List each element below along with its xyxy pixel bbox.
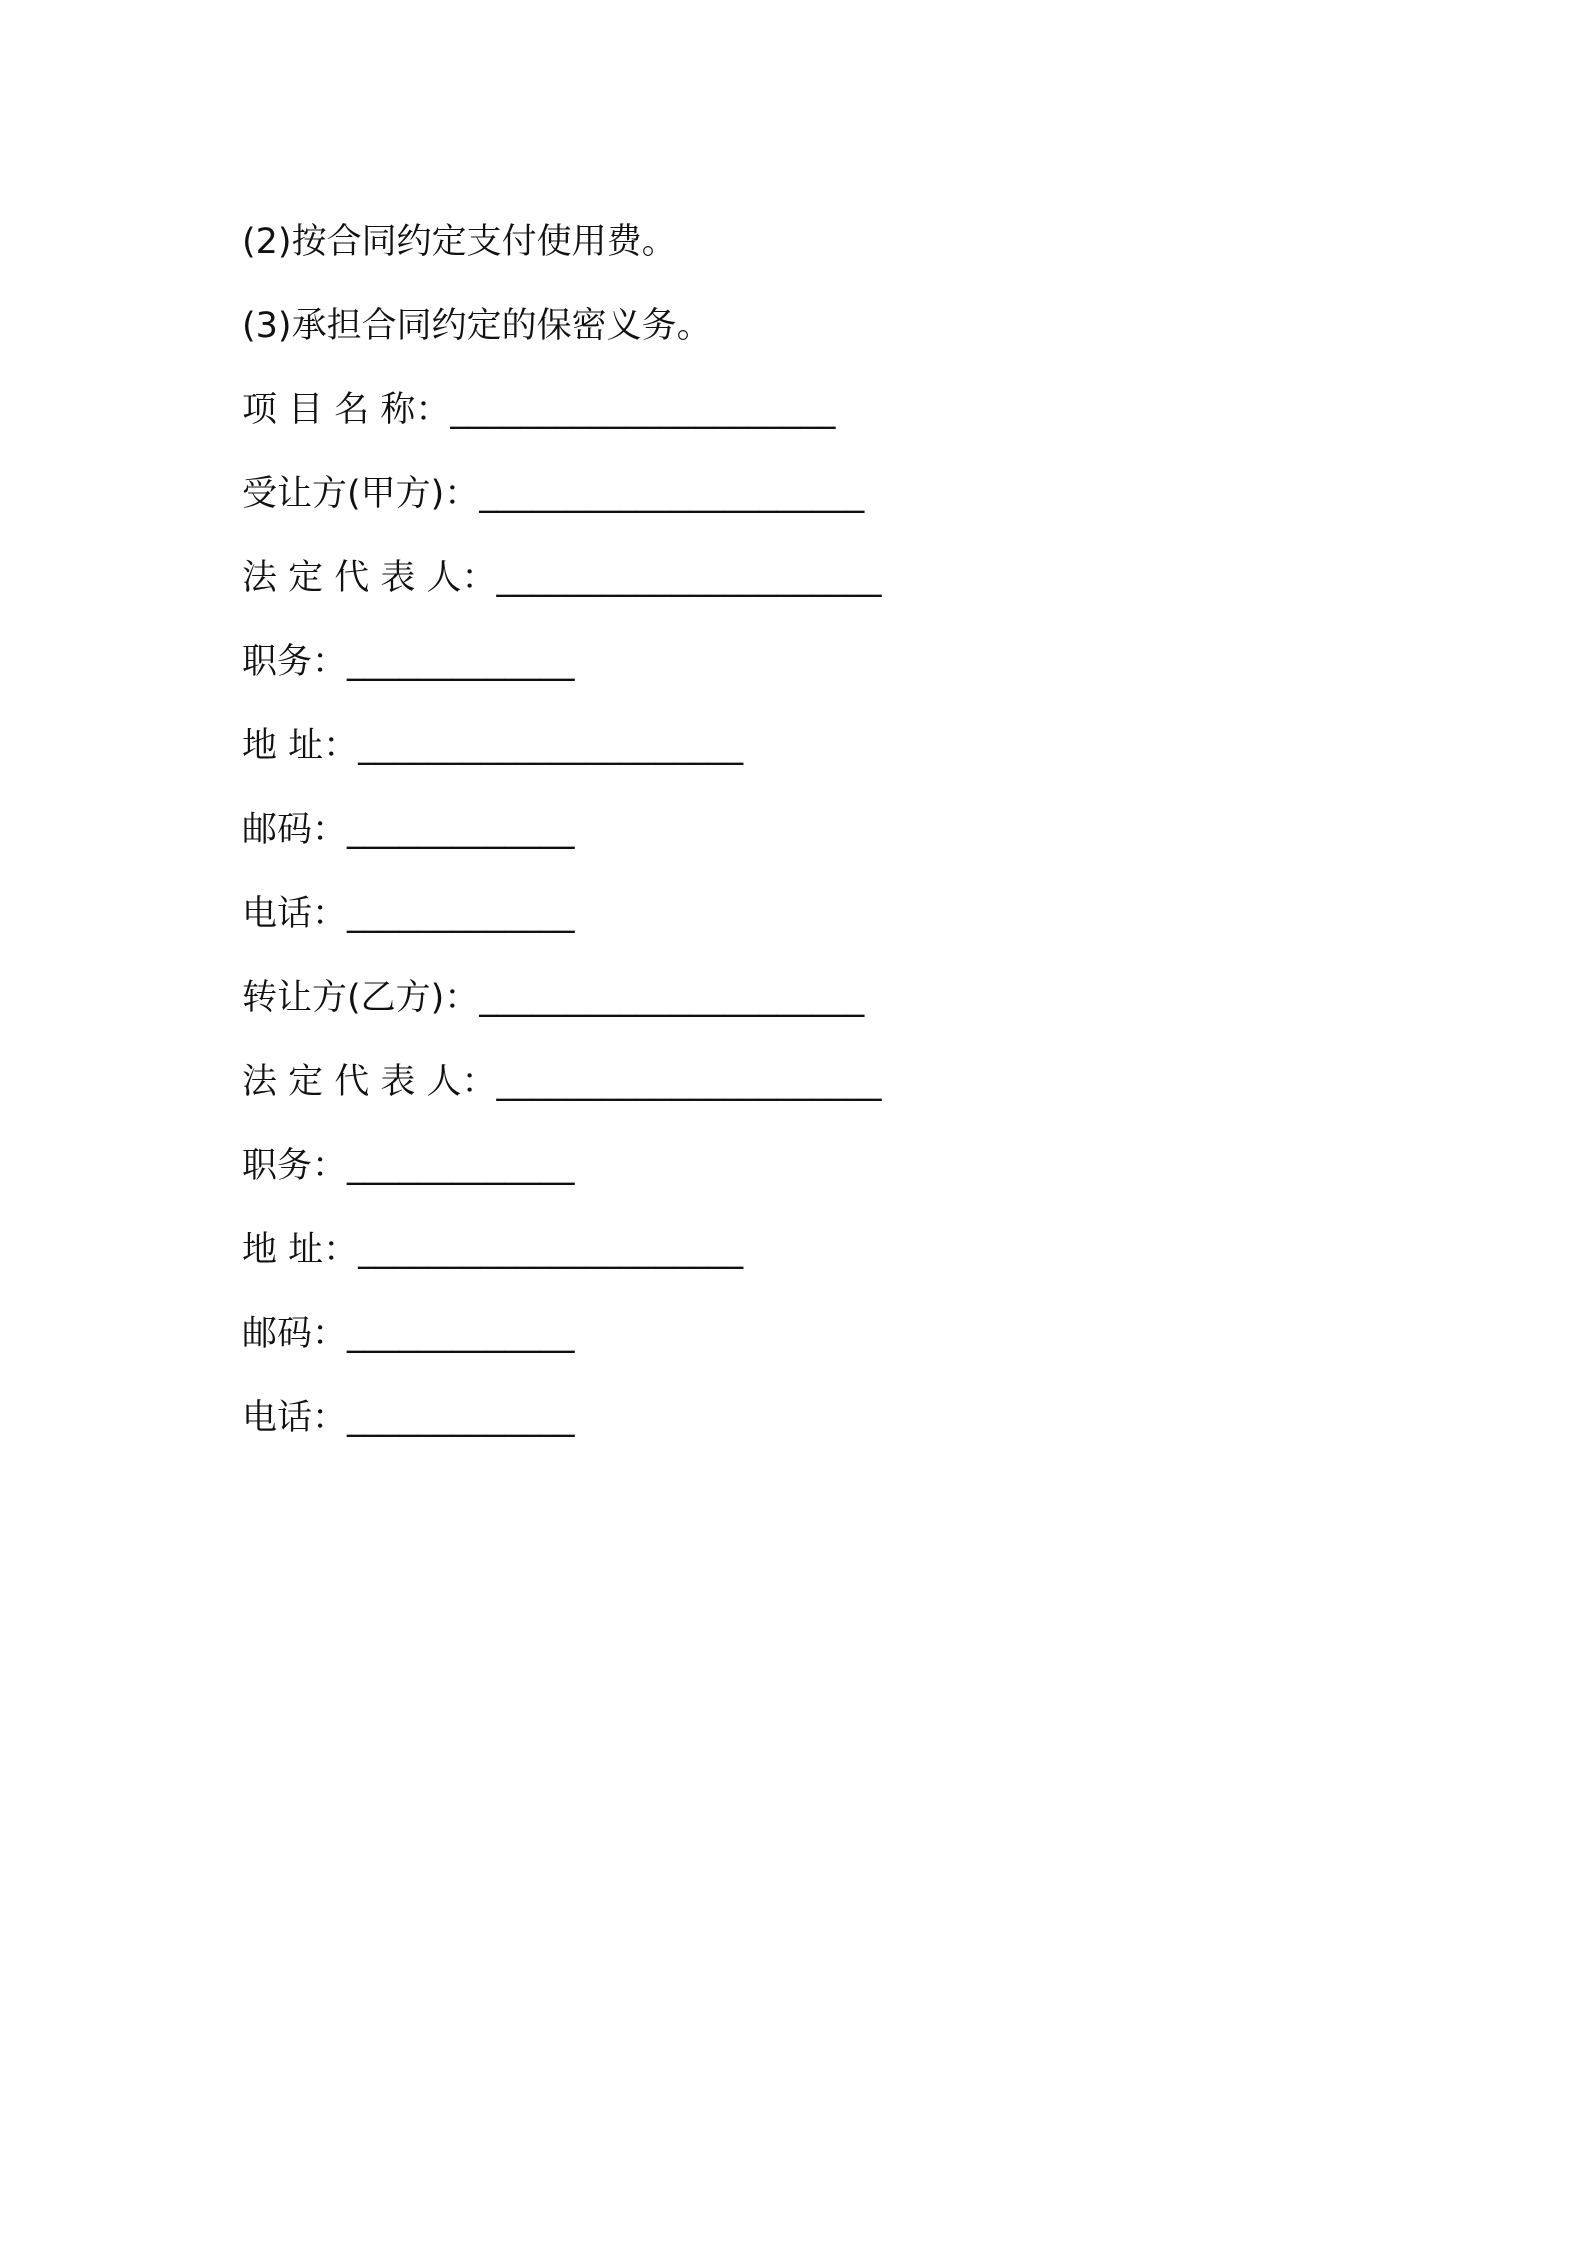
clause-pay-fee: (2)按合同约定支付使用费。 xyxy=(242,222,677,262)
party-a-legal-representative-field: 法 定 代 表 人：______________________ xyxy=(242,558,882,598)
assignee-party-a-field: 受让方(甲方)：______________________ xyxy=(242,474,865,514)
party-b-legal-representative-field: 法 定 代 表 人：______________________ xyxy=(242,1062,882,1102)
party-b-position-field: 职务：_____________ xyxy=(242,1146,575,1186)
project-name-field: 项 目 名 称：______________________ xyxy=(242,390,836,430)
clause-confidentiality: (3)承担合同约定的保密义务。 xyxy=(242,306,712,346)
party-a-position-field: 职务：_____________ xyxy=(242,642,575,682)
party-a-phone-field: 电话：_____________ xyxy=(242,894,575,934)
assignor-party-b-field: 转让方(乙方)：______________________ xyxy=(242,978,865,1018)
party-b-postcode-field: 邮码：_____________ xyxy=(242,1314,575,1354)
party-b-address-field: 地 址：______________________ xyxy=(242,1230,744,1270)
party-a-address-field: 地 址：______________________ xyxy=(242,726,744,766)
document-body xyxy=(242,200,1342,1460)
party-b-phone-field: 电话：_____________ xyxy=(242,1398,575,1438)
party-a-postcode-field: 邮码：_____________ xyxy=(242,810,575,850)
